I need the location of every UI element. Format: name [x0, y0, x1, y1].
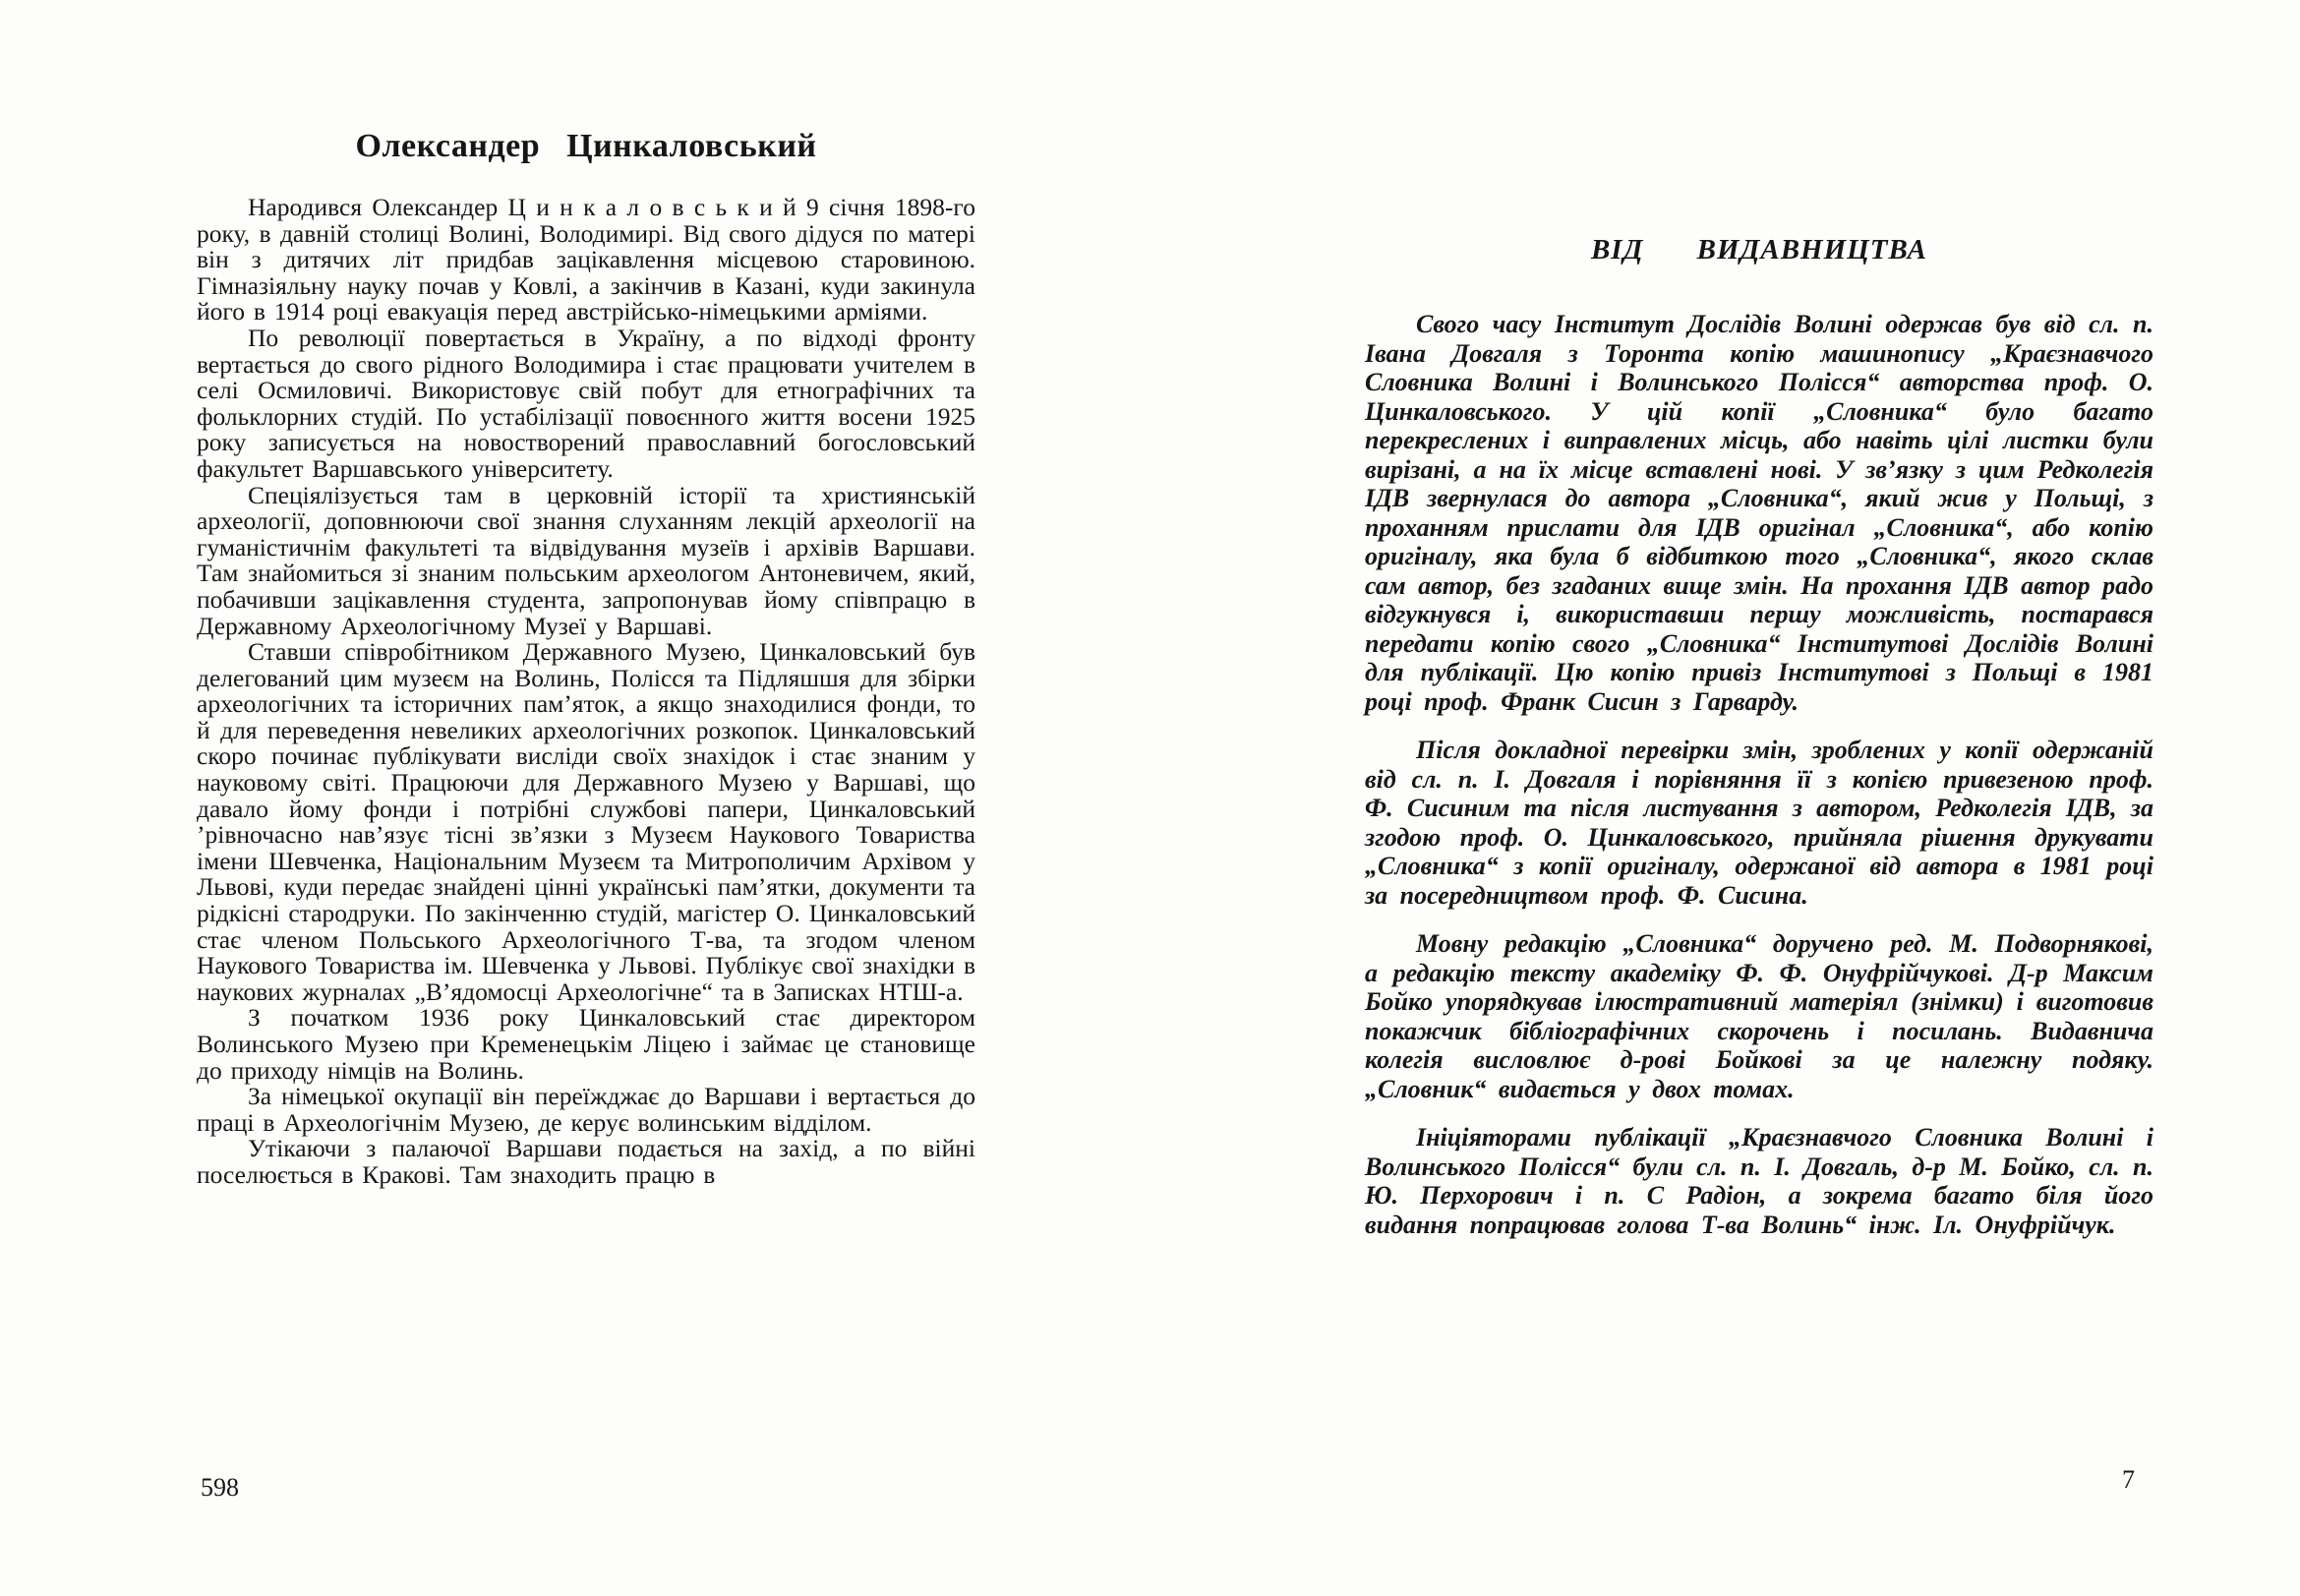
paragraph: Свого часу Інститут Дослідів Волині одержав був від сл. п. Івана Довгаля з Торонта копію машинопису „Краєзнавчого Словника Волині і Волинського Полісся“ авторства проф. О. Цинкаловського. У цій копії „Словника“ було багато перекреслених і виправлених місць, або навіть цілі листки були вирізані, а на їх місце вставлені нові. У зв’язку з цим Редколегія ІДВ звернулася до автора „Словника“, який жив у Польщі, з проханням прислати для ІДВ оригінал „Словника“, або копію оригіналу, яка була б відбиткою того „Словника“, якого склав сам автор, без згаданих вище змін. На прохання ІДВ автор радо відгукнувся і, використавши першу можливість, постарався передати копію свого „Словника“ Інститутові Дослідів Волині для публікації. Цю копію привіз Інститутові з Польщі в 1981 році проф. Франк Сисин з Гарварду.	[1365, 310, 2153, 716]
right-page-title: ВІД ВИДАВНИЦТВА	[1590, 234, 1928, 266]
paragraph: По революції повертається в Україну, а по відході фронту вертається до свого рідного Володимира і стає працювати учителем в селі Осмиловичі. Використовує свій побут для етнографічних та фольклорних студій. По устабілізації повоєнного життя восени 1925 року записується на новостворений православний богословський факультет Варшавського університету.	[197, 323, 975, 483]
left-page-number: 598	[201, 1473, 239, 1502]
left-page-title: Олександер Цинкаловський	[355, 128, 817, 164]
paragraph: З початком 1936 року Цинкаловський стає директором Волинського Музею при Кременецькім Ліцею і займає це становище до приходу німців на Волинь.	[197, 1003, 975, 1085]
left-page	[197, 128, 975, 1189]
paragraph: Після докладної перевірки змін, зроблених у копії одержаній від сл. п. І. Довгаля і порівняння її з копією привезеною проф. Ф. Сисиним та після листування з автором, Редколегія ІДВ, за згодою проф. О. Цинкаловського, прийняла рішення друкувати „Словника“ з копії оригіналу, одержаної від автора в 1981 році за посередництвом проф. Ф. Сисина.	[1365, 736, 2153, 910]
right-page	[1365, 234, 2153, 1259]
paragraph: Утікаючи з палаючої Варшави подається на захід, а по війні поселюється в Кракові. Там знаходить працю в	[197, 1134, 975, 1189]
right-page-number: 7	[2122, 1465, 2135, 1494]
paragraph: Мовну редакцію „Словника“ доручено ред. М. Подворнякові, а редакцію тексту академіку Ф. Ф. Онуфрійчукові. Д-р Максим Бойко упорядкував ілюстративний матеріял (знімки) і виготовив покажчик бібліографічних скорочень і посилань. Видавнича колегія висловлює д-рові Бойкові за це належну подяку. „Словник“ видається у двох томах.	[1365, 929, 2153, 1103]
paragraph: Ставши співробітником Державного Музею, Цинкаловський був делегований цим музеєм на Волинь, Полісся та Підляшшя для збірки археологічних та історичних пам’яток, а якщо знаходилися фонди, то й для переведення невеликих археологічних розкопок. Цинкаловський скоро починає публікувати висліди своїх знахідок і стає знаним у науковому світі. Працюючи для Державного Музею у Варшаві, що давало йому фонди і потрібні службові папери, Цинкаловський ’рівночасно нав’язує тісні зв’язки з Музеєм Наукового Товариства імени Шевченка, Національним Музеєм та Митрополичим Архівом у Львові, куди передає знайдені цінні українські пам’ятки, документи та рідкісні стародруки. По закінченню студій, магістер О. Цинкаловський стає членом Польського Археологічного Т-ва, та згодом членом Наукового Товариства ім. Шевченка у Львові. Публікує свої знахідки в наукових журналах „В’ядомосці Археологічне“ та в Записках НТШ-а.	[197, 637, 975, 1006]
paragraph: За німецької окупації він переїжджає до Варшави і вертається до праці в Археологічнім Музею, де керує волинським відділом.	[197, 1082, 975, 1137]
paragraph: Народився Олександер Ц и н к а л о в с ь к и й 9 січня 1898-го року, в давній столиці Волині, Володимирі. Від свого дідуся по матері він з дитячих літ придбав зацікавлення місцевою старовиною. Гімназіяльну науку почав у Ковлі, а закінчив в Казані, куди закинула його в 1914 році евакуація перед австрійсько-німецькими арміями.	[197, 193, 975, 326]
paragraph: Ініціяторами публікації „Краєзнавчого Словника Волині і Волинського Полісся“ були сл. п. І. Довгаль, д-р М. Бойко, сл. п. Ю. Перхорович і п. С Радіон, а зокрема багато біля його видання попрацював голова Т-ва Волинь“ інж. Іл. Онуфрійчук.	[1365, 1123, 2153, 1239]
paragraph: Спеціялізується там в церковній історії та християнській археології, доповнюючи свої знання слуханням лекцій археології на гуманістичнім факультеті та відвідування музеїв і архівів Варшави. Там знайомиться зі знаним польським археологом Антоневичем, який, побачивши зацікавлення студента, запропонував йому співпрацю в Державному Археологічному Музеї у Варшаві.	[197, 480, 975, 640]
